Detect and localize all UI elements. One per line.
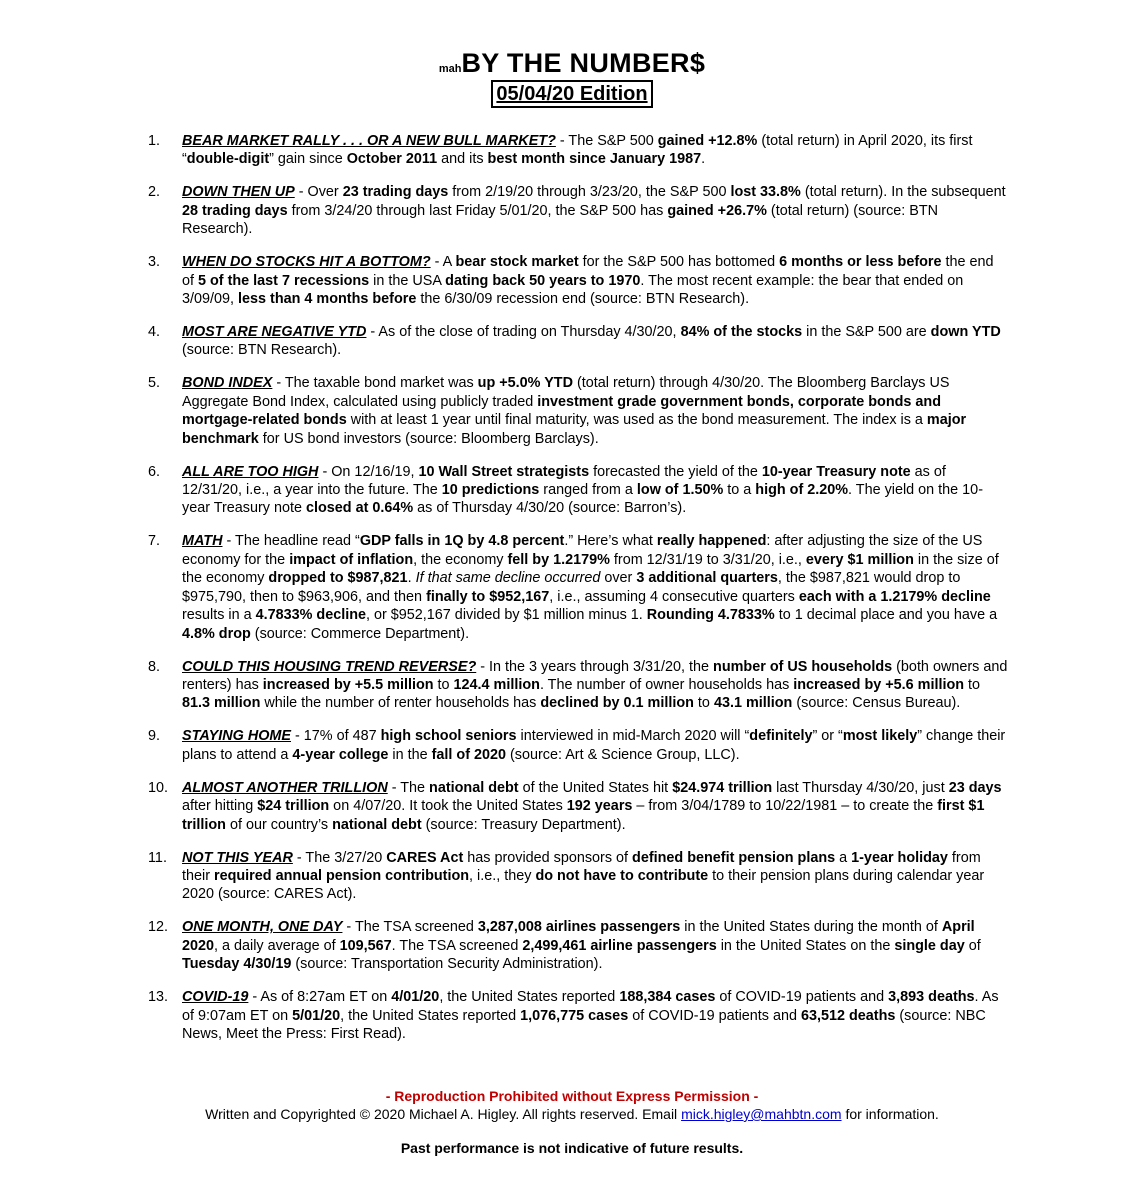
item-body	[182, 323, 1008, 360]
item-number: 4.	[148, 324, 161, 341]
item-text: - The headline read “GDP falls in 1Q by 4.8 percent.” Here’s what really happened: after adjusting the size of the US economy for the impact of inflation, the economy fell by 1.2179% from 12/31/19 to 3/31/20, i.e., every $1 million in the size of the economy dropped to $987,821. If that same decline occurred over 3 additional quarters, the $987,821 would drop to $975,790, then to $963,906, and then finally to $952,167, i.e., assuming 4 consecutive quarters each with a 1.2179% decline results in a 4.7833% decline, or $952,167 divided by $1 million minus 1. Rounding 4.7833% to 1 decimal place and you have a 4.8% drop (source: Commerce Department).	[182, 533, 999, 642]
list-item	[148, 323, 1008, 360]
item-title: BEAR MARKET RALLY . . . OR A NEW BULL MARKET?	[182, 133, 556, 149]
item-body	[182, 849, 1008, 904]
list-item	[148, 253, 1008, 308]
item-text: - As of 8:27am ET on 4/01/20, the United States reported 188,384 cases of COVID-19 patients and 3,893 deaths. As of 9:07am ET on 5/01/20, the United States reported 1,076,775 cases of COVID-19 patients and 63,512 deaths (source: NBC News, Meet the Press: First Read).	[182, 989, 999, 1042]
item-number: 6.	[148, 463, 161, 480]
item-body	[182, 463, 1008, 518]
item-body	[182, 918, 1008, 973]
numbered-list	[148, 132, 1008, 1058]
list-item	[148, 988, 1008, 1043]
item-title: MATH	[182, 533, 223, 550]
item-number: 1.	[148, 133, 161, 149]
title-prefix: mah	[438, 63, 462, 75]
item-body	[182, 727, 1008, 764]
copyright-line	[0, 1105, 1144, 1123]
item-title: ONE MONTH, ONE DAY	[182, 919, 343, 936]
item-number: 7.	[148, 533, 161, 550]
item-title: ALL ARE TOO HIGH	[182, 463, 319, 480]
list-item	[148, 727, 1008, 764]
item-title: COVID-19	[182, 989, 249, 1006]
item-text: - The S&P 500 gained +12.8% (total return) in April 2020, its first “double-digit” gain since October 2011 and its best month since January 1987.	[182, 133, 973, 168]
document-header	[0, 46, 1144, 108]
item-title: MOST ARE NEGATIVE YTD	[182, 324, 367, 341]
list-item	[148, 374, 1008, 448]
item-number: 8.	[148, 658, 161, 675]
list-item	[148, 532, 1008, 642]
item-body	[182, 374, 1008, 448]
item-body	[182, 658, 1008, 713]
item-title: NOT THIS YEAR	[182, 849, 293, 866]
disclaimer: Past performance is not indicative of future results.	[400, 1140, 744, 1156]
item-body	[182, 132, 1008, 169]
title-line	[0, 46, 1144, 80]
item-title: ALMOST ANOTHER TRILLION	[182, 779, 388, 796]
item-text: - As of the close of trading on Thursday 4/30/20, 84% of the stocks in the S&P 500 are down YTD (source: BTN Research).	[182, 324, 1001, 359]
email-link[interactable]: mick.higley@mahbtn.com	[681, 1106, 842, 1122]
item-text: - The national debt of the United States hit $24.974 trillion last Thursday 4/30/20, just 23 days after hitting $24 trillion on 4/07/20. It took the United States 192 years – from 3/04/1789 to 10/22/1981 – to create the first $1 trillion of our country’s national debt (source: Treasury Department).	[182, 779, 1002, 833]
list-item	[148, 849, 1008, 904]
item-title: WHEN DO STOCKS HIT A BOTTOM?	[182, 254, 431, 271]
item-title: BOND INDEX	[182, 375, 273, 392]
item-number: 13.	[148, 989, 169, 1006]
copyright-text: Written and Copyrighted © 2020 Michael A. Higley. All rights reserved. Email	[205, 1106, 682, 1122]
item-text: - The TSA screened 3,287,008 airlines passengers in the United States during the month of April 2020, a daily average of 109,567. The TSA screened 2,499,461 airline passengers in the United States on the single day of Tuesday 4/30/19 (source: Transportation Security Administration).	[182, 919, 981, 973]
item-text: - Over 23 trading days from 2/19/20 through 3/23/20, the S&P 500 lost 33.8% (total return). In the subsequent 28 trading days from 3/24/20 through last Friday 5/01/20, the S&P 500 has gained +26.7% (total return) (source: BTN Research).	[182, 184, 1006, 238]
footer	[0, 1087, 1144, 1157]
item-number: 11.	[148, 849, 167, 866]
list-item	[148, 183, 1008, 238]
edition-label: 05/04/20 Edition	[491, 80, 652, 108]
list-item	[148, 132, 1008, 169]
item-body	[182, 988, 1008, 1043]
item-body	[182, 532, 1008, 642]
item-text: - The taxable bond market was up +5.0% YTD (total return) through 4/30/20. The Bloomberg Barclays US Aggregate Bond Index, calculated using publicly traded investment grade government bonds, corporate bonds and mortgage-related bonds with at least 1 year until final maturity, was used as the bond measurement. The index is a major benchmark for US bond investors (source: Bloomberg Barclays).	[182, 375, 967, 447]
list-item	[148, 463, 1008, 518]
copyright-end: for information.	[841, 1106, 939, 1122]
page-title: BY THE NUMBER$	[461, 48, 706, 78]
item-number: 12.	[148, 919, 169, 936]
item-number: 3.	[148, 254, 161, 271]
item-title: DOWN THEN UP	[182, 184, 295, 201]
list-item	[148, 918, 1008, 973]
item-text: - The 3/27/20 CARES Act has provided sponsors of defined benefit pension plans a 1-year holiday from their required annual pension contribution, i.e., they do not have to contribute to their pension plans during calendar year 2020 (source: CARES Act).	[182, 849, 985, 903]
item-body	[182, 253, 1008, 308]
list-item	[148, 658, 1008, 713]
item-title: STAYING HOME	[182, 728, 291, 745]
item-number: 10.	[148, 779, 169, 796]
reproduction-warning: - Reproduction Prohibited without Express Permission -	[385, 1088, 759, 1104]
item-number: 9.	[148, 728, 161, 745]
item-body	[182, 779, 1008, 834]
list-item	[148, 779, 1008, 834]
item-number: 5.	[148, 375, 161, 392]
item-text: - In the 3 years through 3/31/20, the number of US households (both owners and renters) has increased by +5.5 million to 124.4 million. The number of owner households has increased by +5.6 million to 81.3 million while the number of renter households has declined by 0.1 million to 43.1 million (source: Census Bureau).	[182, 658, 1008, 712]
item-text: - On 12/16/19, 10 Wall Street strategists forecasted the yield of the 10-year Treasury note as of 12/31/20, i.e., a year into the future. The 10 predictions ranged from a low of 1.50% to a high of 2.20%. The yield on the 10-year Treasury note closed at 0.64% as of Thursday 4/30/20 (source: Barron’s).	[182, 463, 983, 517]
item-text: - A bear stock market for the S&P 500 has bottomed 6 months or less before the end of 5 of the last 7 recessions in the USA dating back 50 years to 1970. The most recent example: the bear that ended on 3/09/09, less than 4 months before the 6/30/09 recession end (source: BTN Research).	[182, 254, 994, 308]
item-title: COULD THIS HOUSING TREND REVERSE?	[182, 658, 477, 675]
item-text: - 17% of 487 high school seniors interviewed in mid-March 2020 will “definitely” or “most likely” change their plans to attend a 4-year college in the fall of 2020 (source: Art & Science Group, LLC).	[182, 728, 1006, 763]
item-body	[182, 183, 1008, 238]
item-number: 2.	[148, 184, 161, 201]
